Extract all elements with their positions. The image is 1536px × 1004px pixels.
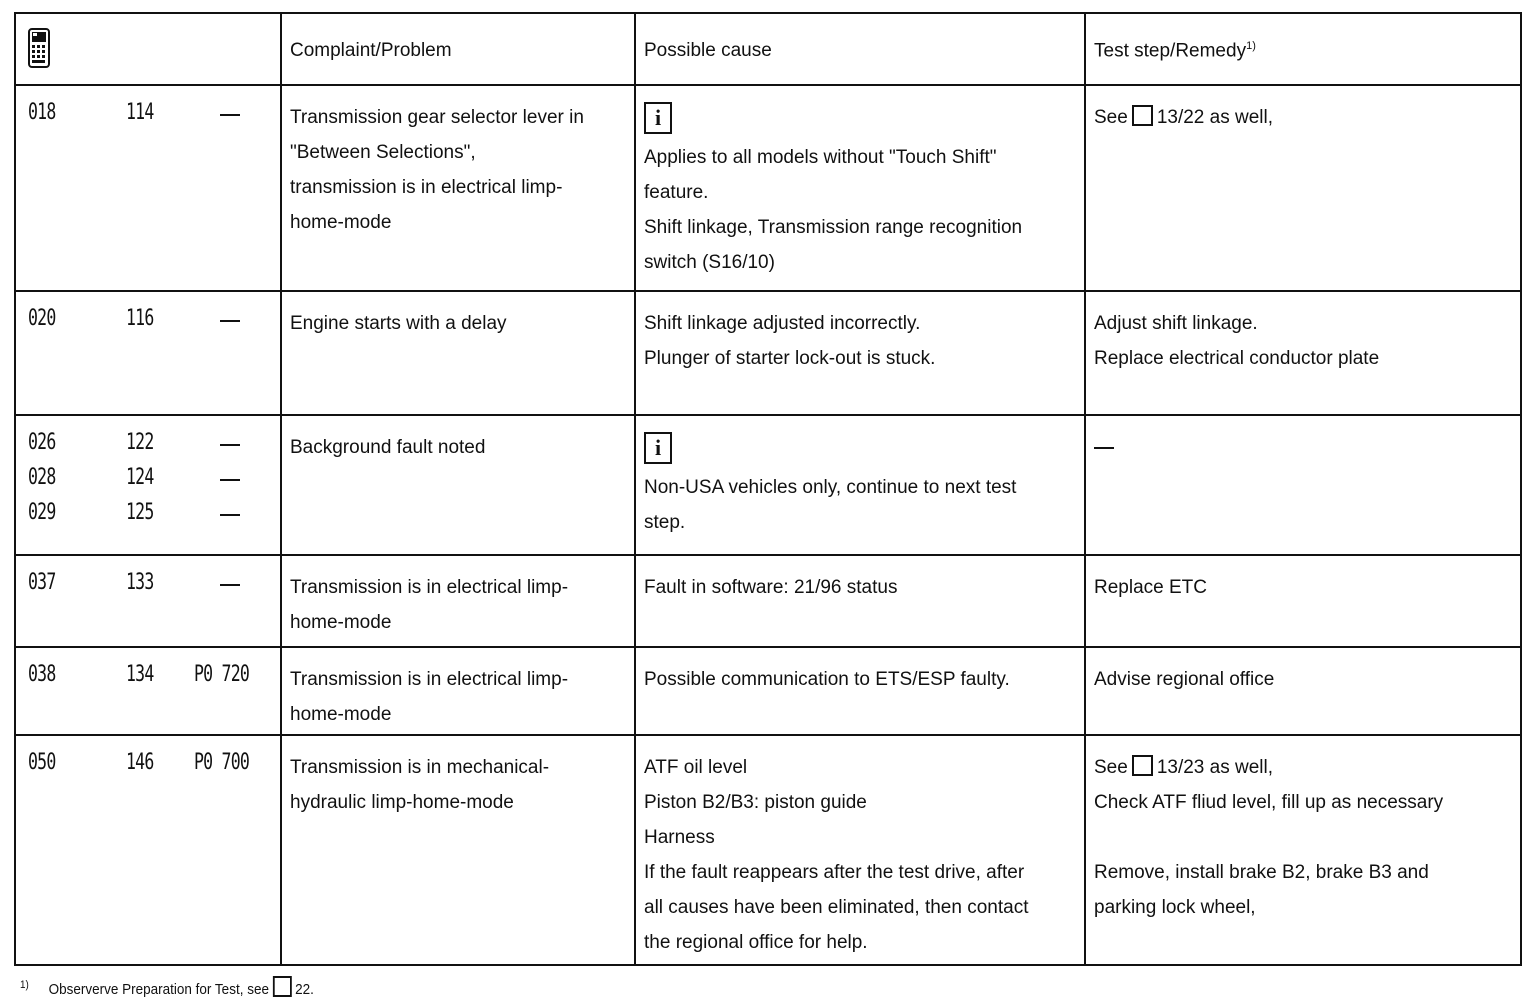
code-primary: 038 xyxy=(28,662,56,687)
code-secondary: 124 xyxy=(126,465,154,490)
fault-code-row xyxy=(16,570,280,605)
cause-cell xyxy=(635,85,1085,291)
complaint-line: transmission is in electrical limp- xyxy=(290,177,563,198)
remedy-cell xyxy=(1085,85,1521,291)
code-secondary: 125 xyxy=(126,500,154,525)
complaint-line: home-mode xyxy=(290,212,392,233)
cause-text xyxy=(636,648,1084,697)
complaint-cell xyxy=(281,647,635,735)
table-row xyxy=(15,415,1521,555)
remedy-line: parking lock wheel, xyxy=(1094,897,1256,918)
code-secondary: 114 xyxy=(126,100,154,125)
cause-line: Piston B2/B3: piston guide xyxy=(644,792,867,813)
cause-line: If the fault reappears after the test drive, after xyxy=(644,862,1025,883)
complaint-line: home-mode xyxy=(290,612,392,633)
remedy-text xyxy=(1086,648,1520,697)
complaint-cell xyxy=(281,735,635,965)
no-obd-code-dash xyxy=(220,444,240,446)
complaint-cell xyxy=(281,85,635,291)
header-row xyxy=(15,13,1521,85)
no-obd-code-dash xyxy=(220,114,240,116)
cause-text xyxy=(636,736,1084,960)
complaint-text xyxy=(282,736,634,820)
remedy-reference: 13/23 as well, xyxy=(1156,757,1273,778)
code-secondary: 116 xyxy=(126,306,154,331)
complaint-line: hydraulic limp-home-mode xyxy=(290,792,514,813)
complaint-line: Transmission gear selector lever in xyxy=(290,107,584,128)
complaint-text xyxy=(282,416,634,465)
cause-text xyxy=(636,556,1084,605)
header-remedy: Test step/Remedy$^{1)}$ xyxy=(1085,13,1521,85)
footnote: $^{1)}$ Observerve Preparation for Test, see 22. xyxy=(20,976,314,998)
remedy-text xyxy=(1086,416,1520,465)
code-primary: 020 xyxy=(28,306,56,331)
fault-codes-cell xyxy=(15,555,281,647)
table-row xyxy=(15,647,1521,735)
cause-cell xyxy=(635,415,1085,555)
remedy-cell xyxy=(1085,647,1521,735)
cause-cell xyxy=(635,555,1085,647)
remedy-text xyxy=(1086,86,1520,135)
cause-cell xyxy=(635,291,1085,415)
no-remedy-dash xyxy=(1094,447,1114,449)
cause-line: Plunger of starter lock-out is stuck. xyxy=(644,348,936,369)
fault-code-list xyxy=(16,556,280,605)
complaint-line: Transmission is in electrical limp- xyxy=(290,669,569,690)
manual-reference-box-icon xyxy=(1132,105,1153,126)
remedy-cell xyxy=(1085,415,1521,555)
fault-code-row xyxy=(16,430,280,465)
info-icon: i xyxy=(644,432,672,464)
no-obd-code-dash xyxy=(220,479,240,481)
complaint-line: "Between Selections", xyxy=(290,142,476,163)
fault-codes-cell xyxy=(15,647,281,735)
fault-code-list xyxy=(16,86,280,135)
remedy-cell xyxy=(1085,555,1521,647)
header-complaint: Complaint/Problem xyxy=(281,13,635,85)
no-obd-code-dash xyxy=(220,320,240,322)
header-codes-cell xyxy=(15,13,281,85)
table-row xyxy=(15,291,1521,415)
remedy-line: Advise regional office xyxy=(1094,669,1275,690)
fault-code-row xyxy=(16,750,280,785)
code-primary: 028 xyxy=(28,465,56,490)
remedy-line: Replace electrical conductor plate xyxy=(1094,348,1380,369)
header-cause: Possible cause xyxy=(635,13,1085,85)
cause-text xyxy=(636,86,1084,280)
remedy-see-label: See xyxy=(1094,757,1128,778)
fault-code-row xyxy=(16,306,280,341)
info-icon: i xyxy=(644,102,672,134)
remedy-text xyxy=(1086,736,1520,925)
table-row xyxy=(15,85,1521,291)
manual-reference-box-icon xyxy=(273,976,292,997)
complaint-line: Background fault noted xyxy=(290,437,486,458)
fault-code-row xyxy=(16,465,280,500)
table-row xyxy=(15,735,1521,965)
complaint-cell xyxy=(281,415,635,555)
cause-line: Applies to all models without "Touch Shift" xyxy=(644,147,997,168)
remedy-see-label: See xyxy=(1094,107,1128,128)
code-secondary: 133 xyxy=(126,570,154,595)
cause-line: all causes have been eliminated, then contact xyxy=(644,897,1029,918)
complaint-text xyxy=(282,292,634,341)
fault-code-list xyxy=(16,736,280,785)
obd-code: P0 720 xyxy=(194,662,250,687)
fault-codes-cell xyxy=(15,735,281,965)
code-primary: 026 xyxy=(28,430,56,455)
cause-line: ATF oil level xyxy=(644,757,748,778)
fault-code-row xyxy=(16,662,280,697)
fault-code-list xyxy=(16,416,280,535)
cause-cell xyxy=(635,735,1085,965)
complaint-text xyxy=(282,556,634,640)
no-obd-code-dash xyxy=(220,584,240,586)
remedy-line xyxy=(1094,750,1512,785)
complaint-cell xyxy=(281,291,635,415)
cause-cell xyxy=(635,647,1085,735)
remedy-line xyxy=(1094,820,1512,855)
complaint-line: Transmission is in mechanical- xyxy=(290,757,550,778)
remedy-line: Adjust shift linkage. xyxy=(1094,313,1258,334)
obd-code: P0 700 xyxy=(194,750,250,775)
fault-codes-cell xyxy=(15,291,281,415)
code-primary: 029 xyxy=(28,500,56,525)
remedy-cell xyxy=(1085,735,1521,965)
fault-codes-cell xyxy=(15,415,281,555)
cause-line: the regional office for help. xyxy=(644,932,868,953)
code-primary: 037 xyxy=(28,570,56,595)
cause-line: step. xyxy=(644,512,686,533)
fault-code-row xyxy=(16,500,280,535)
complaint-text xyxy=(282,86,634,240)
code-primary: 018 xyxy=(28,100,56,125)
cause-line: Shift linkage adjusted incorrectly. xyxy=(644,313,921,334)
cause-line: Non-USA vehicles only, continue to next test xyxy=(644,477,1017,498)
cause-text xyxy=(636,292,1084,376)
cause-line: Shift linkage, Transmission range recognition xyxy=(644,217,1023,238)
code-primary: 050 xyxy=(28,750,56,775)
fault-code-row xyxy=(16,100,280,135)
remedy-text xyxy=(1086,292,1520,376)
code-secondary: 134 xyxy=(126,662,154,687)
remedy-reference: 13/22 as well, xyxy=(1156,107,1273,128)
remedy-cell xyxy=(1085,291,1521,415)
diagnosis-table xyxy=(14,12,1522,966)
no-obd-code-dash xyxy=(220,514,240,516)
cause-line: Possible communication to ETS/ESP faulty. xyxy=(644,669,1010,690)
code-secondary: 146 xyxy=(126,750,154,775)
manual-reference-box-icon xyxy=(1132,755,1153,776)
table-body xyxy=(15,85,1521,965)
tester-device-icon xyxy=(28,28,50,68)
fault-code-list xyxy=(16,292,280,341)
cause-line: Fault in software: 21/96 status xyxy=(644,577,898,598)
remedy-text xyxy=(1086,556,1520,605)
fault-code-list xyxy=(16,648,280,697)
cause-line: feature. xyxy=(644,182,709,203)
cause-line: switch (S16/10) xyxy=(644,252,775,273)
fault-codes-cell xyxy=(15,85,281,291)
remedy-line xyxy=(1094,100,1512,135)
remedy-line: Remove, install brake B2, brake B3 and xyxy=(1094,862,1429,883)
cause-line: Harness xyxy=(644,827,715,848)
complaint-text xyxy=(282,648,634,732)
table-row xyxy=(15,555,1521,647)
complaint-line: home-mode xyxy=(290,704,392,725)
complaint-line: Engine starts with a delay xyxy=(290,313,507,334)
code-secondary: 122 xyxy=(126,430,154,455)
cause-text xyxy=(636,416,1084,540)
remedy-line xyxy=(1094,430,1512,465)
complaint-line: Transmission is in electrical limp- xyxy=(290,577,569,598)
remedy-line: Check ATF fliud level, fill up as necessary xyxy=(1094,792,1444,813)
complaint-cell xyxy=(281,555,635,647)
remedy-line: Replace ETC xyxy=(1094,577,1207,598)
